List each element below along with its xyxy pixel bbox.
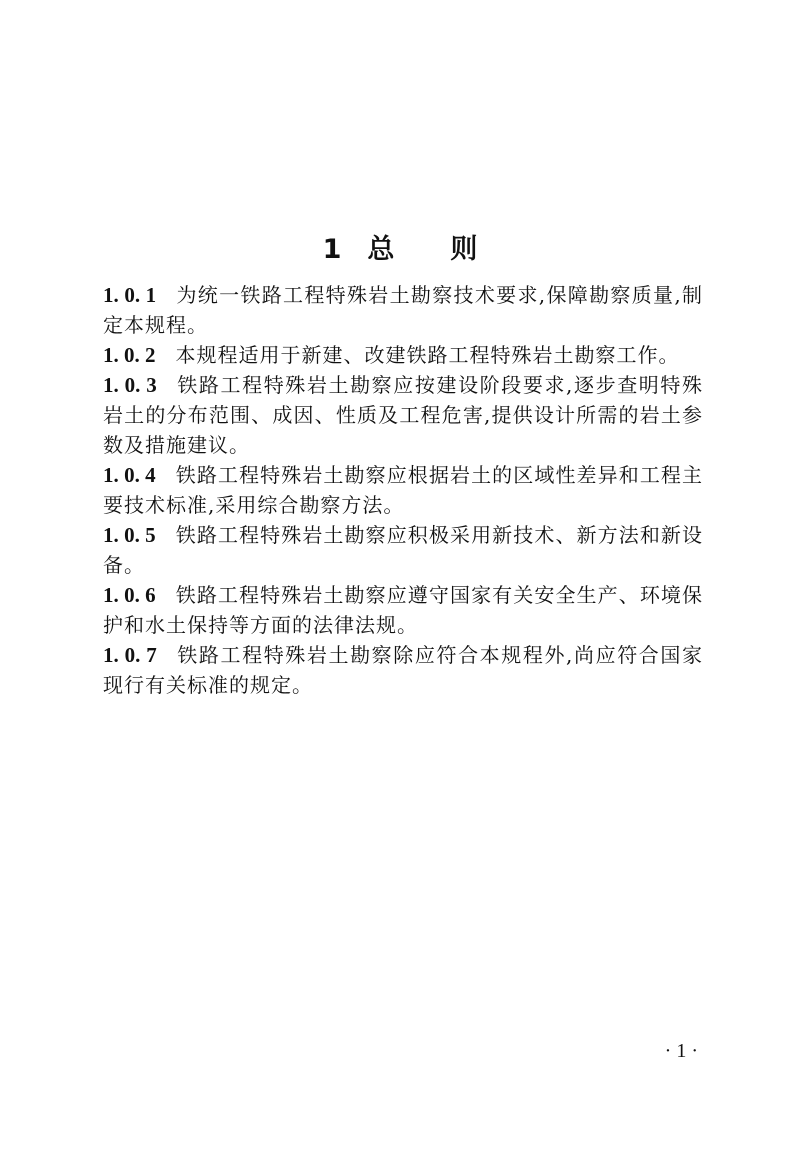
clause-text: 铁路工程特殊岩土勘察应积极采用新技术、新方法和新设备。: [103, 523, 704, 577]
clause-number: 1. 0. 7: [103, 643, 157, 667]
clause-text: 铁路工程特殊岩土勘察应按建设阶段要求,逐步查明特殊岩土的分布范围、成因、性质及工程危害,提供设计所需的岩土参数及措施建议。: [103, 373, 704, 457]
chapter-title: [0, 230, 800, 270]
chapter-number: 1: [322, 234, 342, 266]
page-number: · 1 ·: [664, 1040, 698, 1062]
clause-list: [103, 280, 703, 700]
clause-1-0-5: [103, 520, 703, 580]
clause-text: 铁路工程特殊岩土勘察应遵守国家有关安全生产、环境保护和水土保持等方面的法律法规。: [103, 583, 704, 637]
clause-1-0-4: [103, 460, 703, 520]
clause-1-0-1: [103, 280, 703, 340]
clause-number: 1. 0. 5: [103, 523, 156, 547]
clause-1-0-7: [103, 640, 703, 700]
clause-number: 1. 0. 2: [103, 343, 156, 367]
clause-number: 1. 0. 1: [103, 283, 157, 307]
chapter-title-char-2: 则: [450, 234, 478, 266]
clause-1-0-2: [103, 340, 703, 370]
clause-number: 1. 0. 3: [103, 373, 157, 397]
clause-text: 为统一铁路工程特殊岩土勘察技术要求,保障勘察质量,制定本规程。: [103, 283, 704, 337]
clause-1-0-3: [103, 370, 703, 460]
clause-text: 本规程适用于新建、改建铁路工程特殊岩土勘察工作。: [175, 343, 680, 367]
clause-number: 1. 0. 6: [103, 583, 156, 607]
clause-text: 铁路工程特殊岩土勘察除应符合本规程外,尚应符合国家现行有关标准的规定。: [103, 643, 704, 697]
chapter-title-char-1: 总: [367, 234, 395, 266]
clause-text: 铁路工程特殊岩土勘察应根据岩土的区域性差异和工程主要技术标准,采用综合勘察方法。: [103, 463, 704, 517]
clause-number: 1. 0. 4: [103, 463, 156, 487]
clause-1-0-6: [103, 580, 703, 640]
